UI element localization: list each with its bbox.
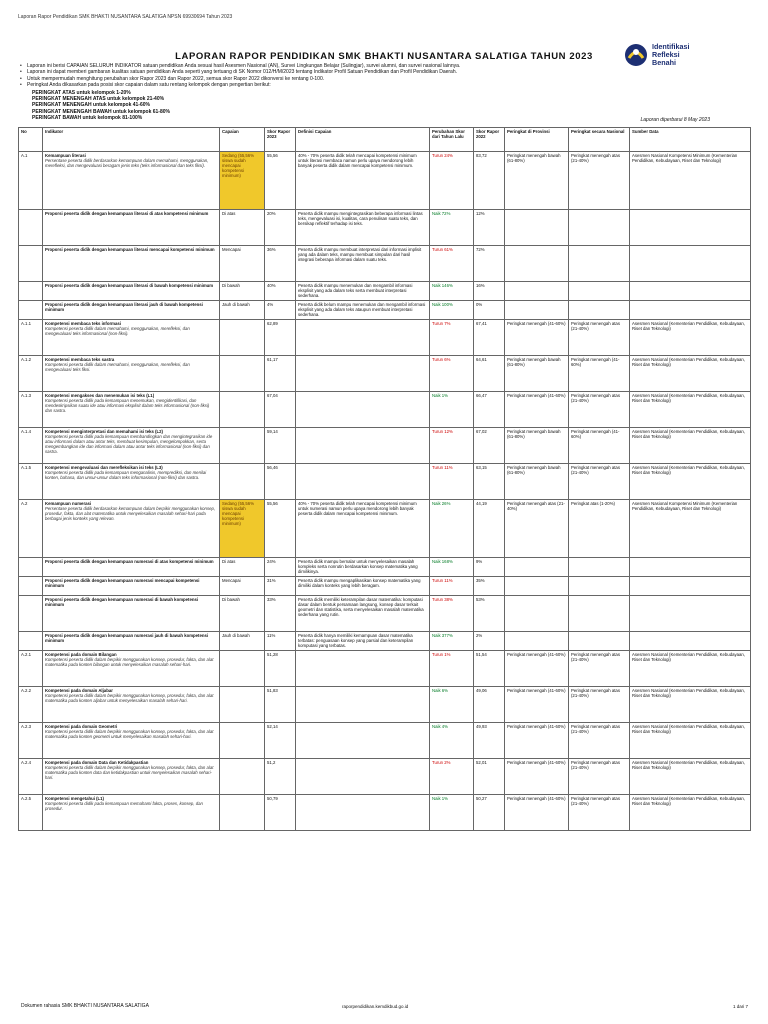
- score-2022: 49,06: [474, 687, 505, 723]
- score-2022: 66,47: [474, 392, 505, 428]
- change-cell: Naik 4%: [430, 723, 474, 759]
- score-2023: 61,17: [265, 356, 296, 392]
- province-rank: Peringkat menengah atas (21-40%): [505, 500, 569, 558]
- intro-item: • Untuk mempermudah menghitung perubahan skor Rapor 2023 dan Rapor 2022, semua skor Rapor 2022 dikonversi ke rentang 0-100.: [20, 76, 740, 82]
- score-2023: 24%: [265, 558, 296, 577]
- indicator-description: Persentase peserta didik berdasarkan kemampuan dalam berpikir menggunakan konsep, prosedur, fakta, dan alat matematika untuk menyelesaikan masalah sehari-hari pada berbagai jenis konteks yang relevan.: [45, 506, 216, 522]
- ranking-levels: [32, 90, 170, 121]
- row-number: A.1.1: [19, 320, 43, 356]
- national-rank: [569, 210, 630, 246]
- achievement-cell: [220, 320, 265, 356]
- indicator-description: Kompetensi peserta didik dalam berpikir menggunakan konsep, prosedur, fakta, dan alat matematika pada konten geometri untuk menyelesaikan masalah sehari-hari.: [45, 729, 214, 740]
- change-cell: Turun 7%: [430, 320, 474, 356]
- definition-cell: 40% - 70% peserta didik telah mencapai kompetensi minimum untuk numerasi namun perlu upaya mendorong lebih banyak peserta didik dalam mencapai kompetensi minimum.: [296, 500, 430, 558]
- row-number: A.1: [19, 152, 43, 210]
- score-2023: 55,56: [265, 500, 296, 558]
- indicator-title: Kompetensi pada domain Aljabar: [45, 688, 113, 693]
- indicator-description: Kompetensi peserta didik pada kemampuan menganalisis, memprediksi, dan menilai konten, bahasa, dan unsur-unsur dalam teks informasional (non-fiksi) dan sastra.: [45, 470, 207, 481]
- achievement-cell: Jauh di bawah: [220, 301, 265, 320]
- indicator-cell: [43, 759, 220, 795]
- source-cell: Asesmen Nasional (Kementerian Pendidikan, Kebudayaan, Riset dan Teknologi): [630, 428, 751, 464]
- national-rank: Peringkat menengah atas (21-40%): [569, 152, 630, 210]
- definition-cell: [296, 428, 430, 464]
- source-cell: Asesmen Nasional (Kementerian Pendidikan, Kebudayaan, Riset dan Teknologi): [630, 320, 751, 356]
- table-row: [19, 651, 751, 687]
- row-number: [19, 577, 43, 596]
- indicator-title: Kompetensi pada domain Data dan Ketidakpastian: [45, 760, 149, 765]
- indicator-title: Proporsi peserta didik dengan kemampuan numerasi di atas kompetensi minimum: [45, 559, 214, 564]
- source-cell: Asesmen Nasional (Kementerian Pendidikan, Kebudayaan, Riset dan Teknologi): [630, 687, 751, 723]
- score-2022: 12%: [474, 210, 505, 246]
- change-cell: Naik 168%: [430, 558, 474, 577]
- page-title: LAPORAN RAPOR PENDIDIKAN SMK BHAKTI NUSANTARA SALATIGA TAHUN 2023: [175, 51, 593, 62]
- ranking-level: PERINGKAT ATAS untuk kelompok 1-20%: [32, 90, 131, 96]
- indicator-cell: [43, 356, 220, 392]
- indicator-title: Kemampuan numerasi: [45, 501, 92, 506]
- indicator-title: Proporsi peserta didik dengan kemampuan literasi jauh di bawah kompetensi minimum: [45, 302, 203, 313]
- row-number: A.2.2: [19, 687, 43, 723]
- achievement-cell: Di bawah: [220, 282, 265, 301]
- change-cell: Naik 1%: [430, 795, 474, 831]
- indicator-cell: [43, 392, 220, 428]
- header-source: Sumber Data: [630, 128, 751, 152]
- change-cell: Naik 6%: [430, 687, 474, 723]
- ranking-level: PERINGKAT MENENGAH BAWAH untuk kelompok 61-80%: [32, 108, 170, 115]
- table-row: [19, 795, 751, 831]
- source-cell: Asesmen Nasional (Kementerian Pendidikan, Kebudayaan, Riset dan Teknologi): [630, 723, 751, 759]
- updated-date: Laporan diperbarui 8 May 2023: [640, 117, 710, 123]
- row-number: A.1.4: [19, 428, 43, 464]
- score-2022: 16%: [474, 282, 505, 301]
- score-2023: 4%: [265, 301, 296, 320]
- definition-cell: [296, 356, 430, 392]
- score-2023: 55,56: [265, 152, 296, 210]
- indicator-title: Proporsi peserta didik dengan kemampuan literasi di bawah kompetensi minimum: [45, 283, 214, 288]
- score-2023: 52,14: [265, 723, 296, 759]
- change-cell: Naik 72%: [430, 210, 474, 246]
- source-cell: Asesmen Nasional (Kementerian Pendidikan, Kebudayaan, Riset dan Teknologi): [630, 651, 751, 687]
- change-cell: Turun 1%: [430, 651, 474, 687]
- indicator-cell: [43, 687, 220, 723]
- national-rank: Peringkat menengah atas (21-40%): [569, 464, 630, 500]
- indicator-title: Kompetensi mengakses dan menemukan isi teks (L1): [45, 393, 155, 398]
- achievement-cell: Di bawah: [220, 596, 265, 632]
- score-2022: 63,15: [474, 464, 505, 500]
- score-2023: 51,2: [265, 759, 296, 795]
- header-achievement: Capaian: [220, 128, 265, 152]
- ranking-level: PERINGKAT MENENGAH untuk kelompok 41-60%: [32, 102, 150, 109]
- definition-cell: Peserta didik hanya memiliki kemampuan dasar matematika terbatas: penguasaan konsep yang parsial dan keterampilan komputasi yang terbatas.: [296, 632, 430, 651]
- row-number: A.2.3: [19, 723, 43, 759]
- table-row: [19, 723, 751, 759]
- achievement-cell: [220, 356, 265, 392]
- indicator-cell: [43, 651, 220, 687]
- change-cell: Naik 26%: [430, 500, 474, 558]
- achievement-cell: Mencapai: [220, 246, 265, 282]
- province-rank: [505, 301, 569, 320]
- table-row: [19, 464, 751, 500]
- table-row: [19, 687, 751, 723]
- row-number: A.2: [19, 500, 43, 558]
- indicator-cell: [43, 464, 220, 500]
- intro-list: [20, 63, 740, 89]
- indicator-title: Kompetensi mengevaluasi dan merefleksikan isi teks (L3): [45, 465, 163, 470]
- province-rank: [505, 632, 569, 651]
- score-2022: 72%: [474, 246, 505, 282]
- national-rank: Peringkat menengah atas (21-40%): [569, 759, 630, 795]
- definition-cell: [296, 392, 430, 428]
- change-cell: Naik 377%: [430, 632, 474, 651]
- row-number: [19, 301, 43, 320]
- score-2023: 31%: [265, 577, 296, 596]
- change-cell: Turun 38%: [430, 596, 474, 632]
- score-2022: 50,27: [474, 795, 505, 831]
- indicator-description: Kompetensi peserta didik dalam berpikir menggunakan konsep, prosedur, fakta, dan alat matematika pada konten aljabar untuk menyelesaikan masalah sehari-hari.: [45, 693, 214, 704]
- definition-cell: [296, 687, 430, 723]
- source-cell: Asesmen Nasional (Kementerian Pendidikan, Kebudayaan, Riset dan Teknologi): [630, 356, 751, 392]
- score-2022: 9%: [474, 558, 505, 577]
- national-rank: [569, 596, 630, 632]
- score-2023: 36%: [265, 246, 296, 282]
- province-rank: Peringkat menengah (41-60%): [505, 723, 569, 759]
- indicator-description: Kompetensi peserta didik pada kemampuan memahami fakta, proses, konsep, dan prosedur.: [45, 801, 203, 812]
- score-2023: 51,83: [265, 687, 296, 723]
- indicator-cell: [43, 282, 220, 301]
- definition-cell: [296, 651, 430, 687]
- definition-cell: [296, 759, 430, 795]
- achievement-cell: [220, 795, 265, 831]
- table-body: [19, 152, 751, 831]
- national-rank: [569, 577, 630, 596]
- footer-url: raporpendidikan.kemdikbud.go.id: [342, 1004, 409, 1009]
- province-rank: Peringkat menengah bawah (61-80%): [505, 152, 569, 210]
- header-definition: Definisi Capaian: [296, 128, 430, 152]
- definition-cell: Peserta didik mampu menemukan dan mengambil informasi eksplisit yang ada dalam teks serta membuat interpretasi sederhana.: [296, 282, 430, 301]
- change-cell: Naik 100%: [430, 301, 474, 320]
- national-rank: Peringkat menengah atas (21-40%): [569, 795, 630, 831]
- row-number: [19, 632, 43, 651]
- province-rank: Peringkat menengah (41-60%): [505, 759, 569, 795]
- footer-page-number: 1 dari 7: [732, 1004, 748, 1009]
- indicator-cell: [43, 795, 220, 831]
- indicator-description: Kompetensi peserta didik dalam memahami, menggunakan, merefleksi, dan mengevaluasi teks informasional (non-fiksi).: [45, 326, 190, 337]
- indicator-cell: [43, 246, 220, 282]
- province-rank: Peringkat menengah (41-60%): [505, 795, 569, 831]
- achievement-cell: [220, 651, 265, 687]
- national-rank: [569, 282, 630, 301]
- row-number: A.1.5: [19, 464, 43, 500]
- table-row: [19, 632, 751, 651]
- province-rank: Peringkat menengah bawah (61-80%): [505, 428, 569, 464]
- source-cell: [630, 596, 751, 632]
- achievement-cell: Mencapai: [220, 577, 265, 596]
- score-2022: 83,72: [474, 152, 505, 210]
- source-cell: Asesmen Nasional (Kementerian Pendidikan, Kebudayaan, Riset dan Teknologi): [630, 392, 751, 428]
- definition-cell: Peserta didik mampu mengaplikasikan konsep matematika yang dimiliki dalam konteks yang lebih beragam.: [296, 577, 430, 596]
- achievement-cell: [220, 759, 265, 795]
- score-2023: 51,28: [265, 651, 296, 687]
- indicator-cell: [43, 210, 220, 246]
- score-2023: 40%: [265, 282, 296, 301]
- header-score-2023: Skor Rapor 2023: [265, 128, 296, 152]
- achievement-cell: [220, 464, 265, 500]
- indicator-title: Proporsi peserta didik dengan kemampuan numerasi mencapai kompetensi minimum: [45, 578, 200, 589]
- definition-cell: Peserta didik mampu mengintegrasikan beberapa informasi lintas teks, mengevaluasi isi, kualitas, cara penulisan suatu teks, dan bersikap reflektif terhadap isi teks.: [296, 210, 430, 246]
- achievement-cell: [220, 687, 265, 723]
- province-rank: Peringkat menengah bawah (61-80%): [505, 464, 569, 500]
- indicator-title: Proporsi peserta didik dengan kemampuan numerasi jauh di bawah kompetensi minimum: [45, 633, 209, 644]
- province-rank: [505, 210, 569, 246]
- change-cell: Turun 2%: [430, 759, 474, 795]
- achievement-cell: [220, 723, 265, 759]
- province-rank: [505, 282, 569, 301]
- national-rank: Peringkat menengah (41-60%): [569, 428, 630, 464]
- national-rank: [569, 301, 630, 320]
- row-number: [19, 282, 43, 301]
- province-rank: Peringkat menengah (41-60%): [505, 320, 569, 356]
- source-cell: Asesmen Nasional (Kementerian Pendidikan, Kebudayaan, Riset dan Teknologi): [630, 464, 751, 500]
- achievement-cell: [220, 392, 265, 428]
- table-row: [19, 392, 751, 428]
- indicator-description: Kompetensi peserta didik dalam memahami, menggunakan, merefleksi, dan mengevaluasi teks fiksi.: [45, 362, 190, 373]
- definition-cell: Peserta didik mampu membuat interpretasi dari informasi implisit yang ada dalam teks, mampu membuat simpulan dari hasil integrasi beberapa informasi dalam suatu teks.: [296, 246, 430, 282]
- score-2022: 49,93: [474, 723, 505, 759]
- province-rank: Peringkat menengah bawah (61-80%): [505, 356, 569, 392]
- header-score-2022: Skor Rapor 2022: [474, 128, 505, 152]
- indicator-cell: [43, 558, 220, 577]
- row-number: A.1.3: [19, 392, 43, 428]
- national-rank: [569, 246, 630, 282]
- score-2023: 67,04: [265, 392, 296, 428]
- footer-left: Dokumen rahasia SMK BHAKTI NUSANTARA SALATIGA: [21, 1003, 149, 1009]
- ranking-level: PERINGKAT MENENGAH ATAS untuk kelompok 21-40%: [32, 96, 165, 103]
- row-number: A.2.5: [19, 795, 43, 831]
- indicator-description: Persentase peserta didik berdasarkan kemampuan dalam memahami, menggunakan, merefleksi, dan mengevaluasi beragam jenis teks (teks informasional dan teks fiksi).: [45, 158, 209, 169]
- change-cell: Naik 146%: [430, 282, 474, 301]
- achievement-cell: Di atas: [220, 558, 265, 577]
- province-rank: Peringkat menengah (41-60%): [505, 687, 569, 723]
- score-2023: 62,89: [265, 320, 296, 356]
- source-cell: Asesmen Nasional (Kementerian Pendidikan, Kebudayaan, Riset dan Teknologi): [630, 759, 751, 795]
- indicator-description: Kompetensi peserta didik dalam berpikir menggunakan konsep, prosedur, fakta, dan alat matematika pada konten bilangan untuk menyelesaikan masalah sehari-hari.: [45, 657, 214, 668]
- definition-cell: [296, 723, 430, 759]
- source-cell: [630, 558, 751, 577]
- intro-item: • Peringkat Anda dikasarkan pada posisi skor capaian dalam satu rentang kelompok dengan pengertian berikut:: [20, 82, 740, 88]
- indicator-cell: [43, 320, 220, 356]
- source-cell: [630, 282, 751, 301]
- score-2023: 50,79: [265, 795, 296, 831]
- score-2022: 0%: [474, 301, 505, 320]
- indicator-description: Kompetensi peserta didik pada kemampuan menemukan, mengidentifikasi, dan mendeskripsikan suatu ide atau informasi eksplisit dalam teks informasional (non-fiksi) dan sastra.: [45, 398, 210, 414]
- header-no: No: [19, 128, 43, 152]
- score-2022: 53%: [474, 596, 505, 632]
- national-rank: Peringkat menengah (41-60%): [569, 356, 630, 392]
- indicator-cell: [43, 723, 220, 759]
- indicator-title: Kemampuan literasi: [45, 153, 86, 158]
- indicator-title: Kompetensi pada domain Bilangan: [45, 652, 117, 657]
- change-cell: Turun 11%: [430, 577, 474, 596]
- intro-item: • Laporan ini berisi CAPAIAN SELURUH INDIKATOR satuan pendidikan Anda sesuai hasil Asesmen Nasional (AN), Survei Lingkungan Belajar (Sulingjar), survei alumni, dan survei nasional lainnya.: [20, 63, 740, 69]
- indicator-description: Kompetensi peserta didik dalam berpikir menggunakan konsep, prosedur, fakta, dan alat matematika pada konten data dan ketidakpastian untuk menyelesaikan masalah sehari-hari.: [45, 765, 214, 781]
- indicator-cell: [43, 632, 220, 651]
- intro-item: • Laporan ini dapat memberi gambaran kualitas satuan pendidikan Anda seperti yang tertuang di SK Nomor 012/H/M/2023 tentang Indikator Profil Satuan Pendidikan dan Profil Pendidikan Daerah.: [20, 69, 740, 75]
- score-2022: 2%: [474, 632, 505, 651]
- province-rank: Peringkat menengah (41-60%): [505, 392, 569, 428]
- change-cell: Turun 11%: [430, 464, 474, 500]
- row-number: A.1.2: [19, 356, 43, 392]
- indicator-cell: [43, 596, 220, 632]
- definition-cell: Peserta didik belum mampu menemukan dan mengambil informasi eksplisit yang ada dalam teks ataupun membuat interpretasi sederhana.: [296, 301, 430, 320]
- province-rank: [505, 596, 569, 632]
- logo-line-1: Identifikasi: [652, 42, 690, 51]
- table-row: [19, 301, 751, 320]
- indicator-cell: [43, 152, 220, 210]
- definition-cell: [296, 464, 430, 500]
- indicator-title: Kompetensi menginterpretasi dan memahami isi teks (L2): [45, 429, 163, 434]
- source-cell: Asesmen Nasional (Kementerian Pendidikan, Kebudayaan, Riset dan Teknologi): [630, 795, 751, 831]
- source-cell: [630, 301, 751, 320]
- ranking-level: PERINGKAT BAWAH untuk kelompok 81-100%: [32, 114, 143, 121]
- row-number: [19, 246, 43, 282]
- national-rank: Peringkat menengah atas (21-40%): [569, 723, 630, 759]
- header-indicator: Indikator: [43, 128, 220, 152]
- definition-cell: Peserta didik memiliki keterampilan dasar matematika: komputasi dasar dalam bentuk persamaan langsung, konsep dasar terkait geometri dan statistika, serta menyelesaikan masalah matematika sederhana yang rutin.: [296, 596, 430, 632]
- table-header-row: [19, 128, 751, 152]
- header-topline: Laporan Rapor Pendidikan SMK BHAKTI NUSANTARA SALATIGA NPSN 69930694 Tahun 2023: [18, 14, 233, 20]
- row-number: [19, 558, 43, 577]
- national-rank: [569, 632, 630, 651]
- national-rank: Peringkat menengah atas (21-40%): [569, 651, 630, 687]
- indicator-cell: [43, 500, 220, 558]
- source-cell: Asesmen Nasional Kompetensi Minimum (Kementerian Pendidikan, Kebudayaan, Riset dan Teknologi): [630, 152, 751, 210]
- score-2023: 56,46: [265, 464, 296, 500]
- national-rank: [569, 558, 630, 577]
- definition-cell: Peserta didik mampu bernalar untuk menyelesaikan masalah kompleks serta nonrutin berdasarkan konsep matematika yang dimilikinya.: [296, 558, 430, 577]
- indicator-cell: [43, 428, 220, 464]
- achievement-cell: Di atas: [220, 210, 265, 246]
- table-row: [19, 577, 751, 596]
- change-cell: Turun 12%: [430, 428, 474, 464]
- national-rank: Peringkat menengah atas (21-40%): [569, 392, 630, 428]
- province-rank: [505, 558, 569, 577]
- national-rank: Peringkat menengah atas (21-40%): [569, 320, 630, 356]
- logo-line-2: Refleksi: [652, 50, 680, 59]
- score-2023: 33%: [265, 596, 296, 632]
- achievement-cell: Sedang (55,56% siswa sudah mencapai kompetensi minimum): [220, 500, 265, 558]
- indicator-title: Proporsi peserta didik dengan kemampuan literasi mencapai kompetensi minimum: [45, 247, 215, 252]
- indicator-title: Kompetensi mengetahui (L1): [45, 796, 104, 801]
- change-cell: Turun 61%: [430, 246, 474, 282]
- score-2023: 59,14: [265, 428, 296, 464]
- indicator-title: Kompetensi membaca teks sastra: [45, 357, 115, 362]
- national-rank: Peringkat menengah atas (21-40%): [569, 687, 630, 723]
- achievement-cell: Jauh di bawah: [220, 632, 265, 651]
- table-row: [19, 500, 751, 558]
- indicator-title: Proporsi peserta didik dengan kemampuan numerasi di bawah kompetensi minimum: [45, 597, 199, 608]
- definition-cell: 40% - 70% peserta didik telah mencapai kompetensi minimum untuk literasi membaca namun perlu upaya mendorong lebih banyak peserta didik dalam mencapai kompetensi minimum.: [296, 152, 430, 210]
- header-national-rank: Peringkat secara Nasional: [569, 128, 630, 152]
- indicator-cell: [43, 301, 220, 320]
- source-cell: [630, 577, 751, 596]
- header-province-rank: Peringkat di Provinsi: [505, 128, 569, 152]
- score-2023: 11%: [265, 632, 296, 651]
- definition-cell: [296, 320, 430, 356]
- header-change: Perubahan Skor dari Tahun Lalu: [430, 128, 474, 152]
- source-cell: Asesmen Nasional Kompetensi Minimum (Kementerian Pendidikan, Kebudayaan, Riset dan Teknologi): [630, 500, 751, 558]
- table-row: [19, 152, 751, 210]
- change-cell: Naik 1%: [430, 392, 474, 428]
- definition-cell: [296, 795, 430, 831]
- report-table: [18, 127, 751, 831]
- table-row: [19, 282, 751, 301]
- indicator-title: Proporsi peserta didik dengan kemampuan literasi di atas kompetensi minimum: [45, 211, 209, 216]
- achievement-cell: Sedang (55,56% siswa sudah mencapai kompetensi minimum): [220, 152, 265, 210]
- province-rank: Peringkat menengah (41-60%): [505, 651, 569, 687]
- table-row: [19, 210, 751, 246]
- source-cell: [630, 210, 751, 246]
- national-rank: Peringkat atas (1-20%): [569, 500, 630, 558]
- logo-line-3: Benahi: [652, 58, 676, 67]
- score-2022: 35%: [474, 577, 505, 596]
- indicator-description: Kompetensi peserta didik pada kemampuan membandingkan dan mengintegrasikan ide atau informasi dalam atau antar teks, membuat kesimpulan, mengelompokkan, serta mengembangkan ide dan informasi dalam atau antar teks informasional (non-fiksi) dan sastra.: [45, 434, 213, 455]
- score-2023: 20%: [265, 210, 296, 246]
- score-2022: 64,61: [474, 356, 505, 392]
- source-cell: [630, 246, 751, 282]
- province-rank: [505, 577, 569, 596]
- score-2022: 44,19: [474, 500, 505, 558]
- row-number: A.2.4: [19, 759, 43, 795]
- score-2022: 67,02: [474, 428, 505, 464]
- score-2022: 67,41: [474, 320, 505, 356]
- table-row: [19, 428, 751, 464]
- table-row: [19, 356, 751, 392]
- score-2022: 51,54: [474, 651, 505, 687]
- province-rank: [505, 246, 569, 282]
- indicator-title: Kompetensi pada domain Geometri: [45, 724, 118, 729]
- table-row: [19, 246, 751, 282]
- table-row: [19, 558, 751, 577]
- row-number: A.2.1: [19, 651, 43, 687]
- achievement-cell: [220, 428, 265, 464]
- score-2022: 52,01: [474, 759, 505, 795]
- indicator-cell: [43, 577, 220, 596]
- row-number: [19, 210, 43, 246]
- table-row: [19, 759, 751, 795]
- change-cell: Turun 6%: [430, 356, 474, 392]
- table-row: [19, 320, 751, 356]
- source-cell: [630, 632, 751, 651]
- table-row: [19, 596, 751, 632]
- change-cell: Turun 24%: [430, 152, 474, 210]
- indicator-title: Kompetensi membaca teks informasi: [45, 321, 121, 326]
- row-number: [19, 596, 43, 632]
